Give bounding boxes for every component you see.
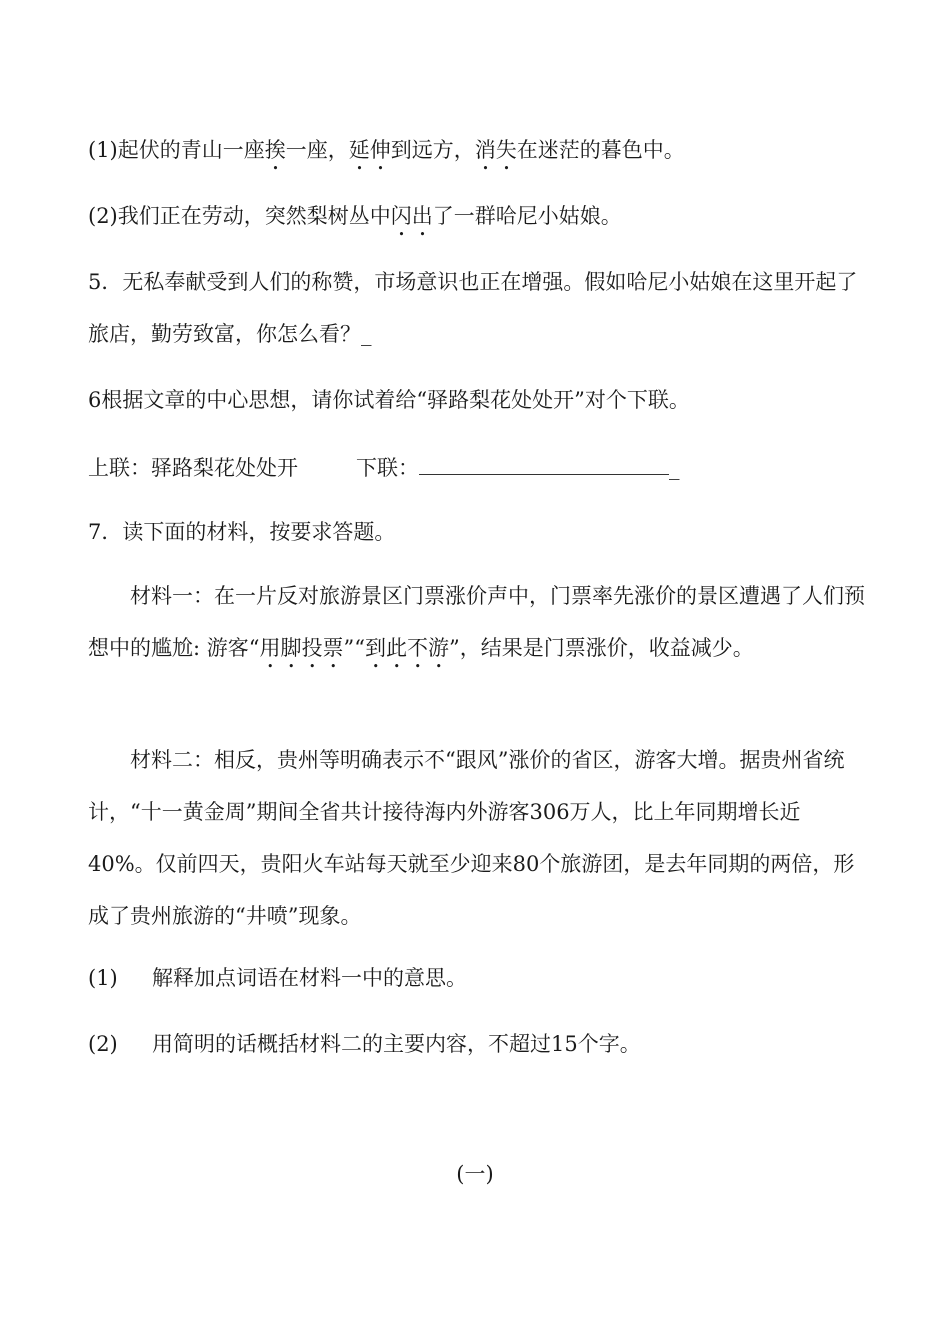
question-5: 5．无私奉献受到人们的称赞，市场意识也正在增强。假如哈尼小姑娘在这里开起了旅店，勤劳致富，你怎么看？_ — [88, 270, 858, 346]
text-segment: 一座， — [285, 138, 349, 162]
text-segment: 材料一：在一片反对旅游景区门票涨价声中，门票率先涨价的景区遭遇了人们预想中的尴尬: 游客“ — [88, 584, 865, 660]
emphasized-word: 用脚投票 — [259, 636, 344, 660]
sub-question-1 — [88, 964, 467, 992]
emphasized-word: 闪出 — [390, 204, 433, 228]
text-segment: (1)起伏的青山一座 — [88, 138, 265, 162]
material-1 — [88, 570, 868, 674]
question-7-prompt: 7．读下面的材料，按要求答题。 — [88, 520, 396, 544]
sub-question-2 — [88, 1030, 641, 1058]
sub-question-number: (2) — [88, 1032, 118, 1056]
text-segment: (2)我们正在劳动，突然梨树丛中 — [88, 204, 391, 228]
couplet-line: 上联：驿路梨花处处开 下联： _ — [88, 452, 680, 482]
text-segment: ”“ — [343, 636, 365, 660]
text-segment: 到远方， — [390, 138, 475, 162]
text-segment: 在迷茫的暮色中。 — [516, 138, 685, 162]
emphasized-word: 消失 — [474, 138, 517, 162]
text-segment: 了一群哈尼小姑娘。 — [432, 204, 622, 228]
question-6-prompt: 6根据文章的中心思想，请你试着给“驿路梨花处处开”对个下联。 — [88, 388, 690, 412]
text-segment: ”，结果是门票涨价，收益减少。 — [448, 636, 754, 660]
section-marker: (一) — [456, 1162, 494, 1186]
question-item-2 — [88, 202, 622, 241]
emphasized-word: 延伸 — [348, 138, 391, 162]
sub-question-text: 用简明的话概括材料二的主要内容，不超过15个字。 — [152, 1032, 641, 1056]
question-item-1 — [88, 136, 685, 175]
emphasized-word: 到此不游 — [364, 636, 449, 660]
sub-question-number: (1) — [88, 966, 118, 990]
emphasized-word: 挨 — [264, 138, 286, 162]
sub-question-text: 解释加点词语在材料一中的意思。 — [152, 966, 467, 990]
answer-blank[interactable] — [419, 452, 669, 475]
lower-couplet-label: 下联： — [356, 456, 419, 480]
upper-couplet: 上联：驿路梨花处处开 — [88, 456, 298, 480]
material-2: 材料二：相反，贵州等明确表示不“跟风”涨价的省区，游客大增。据贵州省统计，“十一黄金周”期间全省共计接待海内外游客306万人，比上年同期增长近40%。仅前四天，贵阳火车站每天就至少迎来80个旅游团，是去年同期的两倍，形成了贵州旅游的“井喷”现象。 — [88, 748, 855, 928]
